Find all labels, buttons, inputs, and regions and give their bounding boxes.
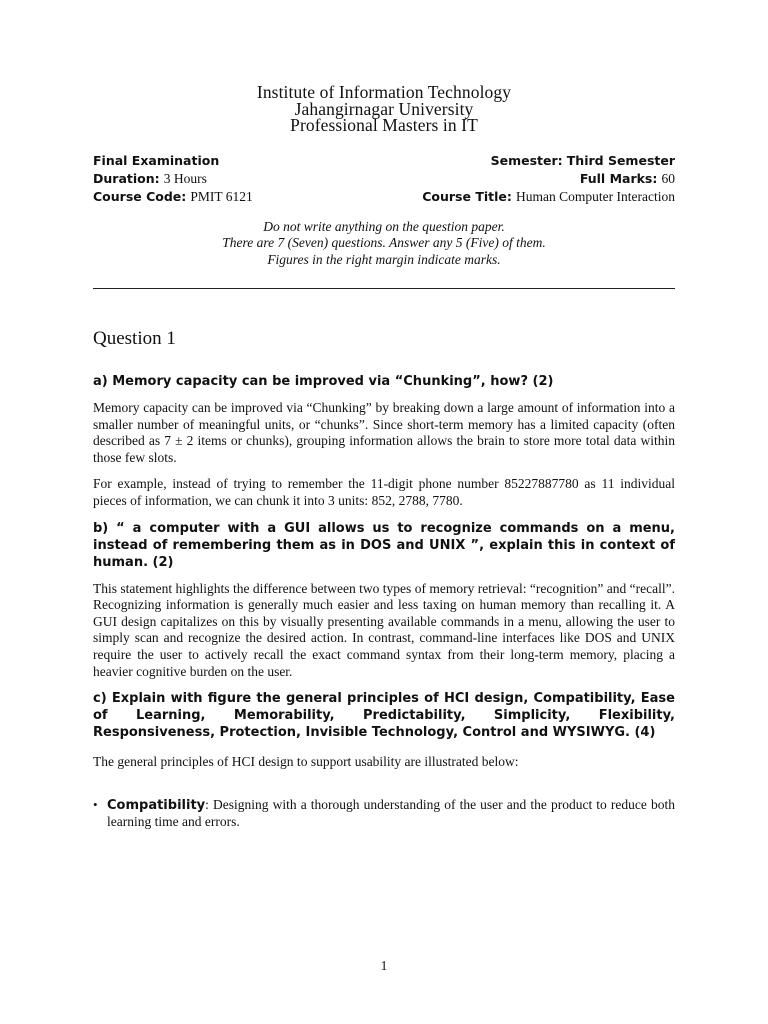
answer-paragraph: This statement highlights the difference between two types of memory retrieval: “recognition” and “recall”. Recognizing information is generally much easier and less taxing on human memory than recalling it. A GUI design capitalizes on this by visually presenting available commands in a menu, allowing the user to simply scan and recognize the desired action. In contrast, command-line interfaces like DOS and UNIX require the user to actively recall the exact command syntax from their long-term memory, placing a heavier cognitive burden on the user. xyxy=(93,580,675,679)
course-code-value: PMIT 6121 xyxy=(190,188,253,204)
meta-row-exam xyxy=(93,152,675,170)
course-title-value: Human Computer Interaction xyxy=(516,188,675,204)
answer-paragraph: Memory capacity can be improved via “Chunking” by breaking down a large amount of information into a smaller number of meaningful units, or “chunks”. Since short-term memory has a limited capacity (often described as 7 ± 2 items or chunks), grouping information allows the brain to store more total data within those few slots. xyxy=(93,400,675,465)
university-name: Jahangirnagar University xyxy=(294,98,474,119)
semester-value: Third Semester xyxy=(566,152,675,168)
bullet-term: Compatibility xyxy=(107,797,206,813)
instruction-line: Do not write anything on the question paper. xyxy=(263,218,505,234)
exam-page xyxy=(93,84,675,831)
bullet-text xyxy=(107,797,675,831)
answer-paragraph: The general principles of HCI design to support usability are illustrated below: xyxy=(93,754,519,770)
duration-label: Duration: xyxy=(93,170,160,186)
course-title-label: Course Title: xyxy=(422,188,512,204)
meta-row-course xyxy=(93,188,675,206)
page-number: 1 xyxy=(380,958,388,973)
semester-label: Semester: xyxy=(490,152,563,168)
program-name: Professional Masters in IT xyxy=(290,115,478,135)
exam-label: Final Examination xyxy=(93,152,220,168)
meta-row-duration xyxy=(93,170,675,188)
answer-paragraph: For example, instead of trying to remember the 11-digit phone number 85227887780 as 11 individual pieces of information, we can chunk it into 3 units: 852, 2788, 7780. xyxy=(93,476,675,508)
institute-header xyxy=(93,84,675,134)
exam-meta xyxy=(93,152,675,206)
bullet-icon: • xyxy=(93,796,98,812)
course-code-label: Course Code: xyxy=(93,188,187,204)
question-heading: Question 1 xyxy=(93,328,176,349)
full-marks-label: Full Marks: xyxy=(579,170,658,186)
exam-instructions xyxy=(93,219,675,269)
full-marks-value: 60 xyxy=(661,170,675,186)
duration-value: 3 Hours xyxy=(163,170,207,186)
instruction-line: There are 7 (Seven) questions. Answer any 5 (Five) of them. xyxy=(222,235,546,250)
institute-name: Institute of Information Technology xyxy=(256,82,512,102)
header-divider xyxy=(93,288,675,289)
instruction-line: Figures in the right margin indicate marks. xyxy=(267,251,501,267)
bullet-description: : Designing with a thorough understanding of the user and the product to reduce both learning time and errors. xyxy=(107,796,675,830)
sub-question-a: a) Memory capacity can be improved via “Chunking”, how? (2) xyxy=(93,374,554,389)
sub-question-b: b) “ a computer with a GUI allows us to recognize commands on a menu, instead of remembering them as in DOS and UNIX ”, explain this in context of human. (2) xyxy=(93,520,675,570)
list-item xyxy=(93,797,675,831)
sub-question-c: c) Explain with figure the general principles of HCI design, Compatibility, Ease of Learning, Memorability, Predictability, Simplicity, Flexibility, Responsiveness, Protection, Invisible Technology, Control and WYSIWYG. (4) xyxy=(93,691,675,741)
